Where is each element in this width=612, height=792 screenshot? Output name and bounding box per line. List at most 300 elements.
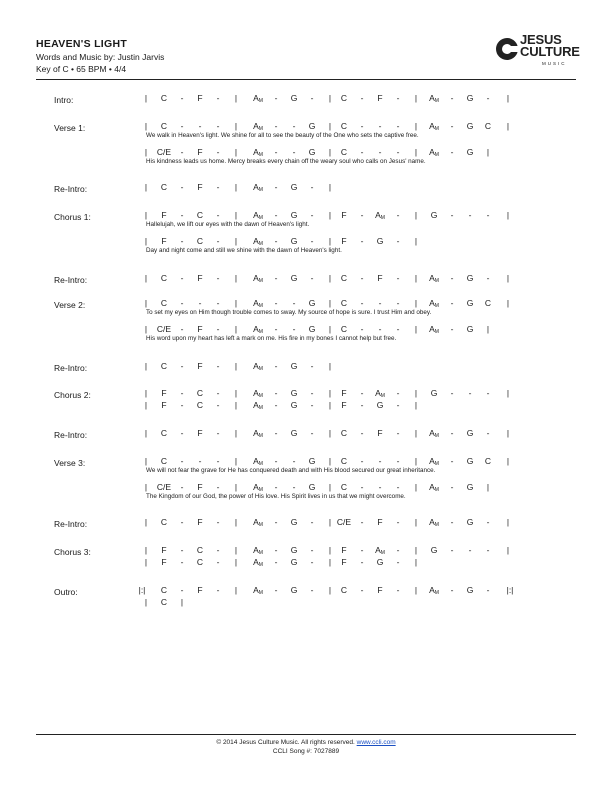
beat-dash: - (378, 482, 382, 492)
beat-dash: - (180, 388, 184, 398)
beat-dash: - (450, 147, 454, 157)
chord: G (290, 517, 298, 527)
beat-dash: - (396, 236, 400, 246)
chord: C (340, 93, 348, 103)
chord: $A_M$ (253, 585, 263, 596)
bar-line: | (414, 388, 418, 398)
beat-dash: - (310, 182, 314, 192)
chord: G (430, 210, 438, 220)
lyric-line: Hallelujah, we lift our eyes with the dawn of Heaven's light. (146, 221, 310, 228)
beat-dash: - (180, 93, 184, 103)
beat-dash: - (292, 324, 296, 334)
beat-dash: - (180, 428, 184, 438)
beat-dash: - (396, 121, 400, 131)
bar-line: | (144, 273, 148, 283)
header-divider (36, 79, 576, 80)
section-label: Re-Intro: (54, 519, 88, 529)
chord: F (161, 236, 167, 246)
section-label: Outro: (54, 587, 78, 597)
chord: F (161, 388, 167, 398)
bar-line: | (328, 545, 332, 555)
bar-line: | (234, 147, 238, 157)
chord-line (0, 182, 612, 194)
beat-dash: - (310, 273, 314, 283)
beat-dash: - (274, 557, 278, 567)
chord: G (308, 456, 316, 466)
bar-line: | (234, 93, 238, 103)
bar-line: | (234, 517, 238, 527)
chord: G (376, 236, 384, 246)
beat-dash: - (468, 388, 472, 398)
bar-line: | (234, 557, 238, 567)
beat-dash: - (274, 388, 278, 398)
beat-dash: - (216, 93, 220, 103)
lyric-line: The Kingdom of our God, the power of His love. His Spirit lives in us that we might overcome. (146, 493, 406, 500)
beat-dash: - (274, 585, 278, 595)
beat-dash: - (274, 182, 278, 192)
bar-line: |:| (138, 585, 146, 595)
chord: $A_M$ (429, 147, 439, 158)
chord: F (197, 324, 203, 334)
beat-dash: - (274, 428, 278, 438)
bar-line: | (506, 545, 510, 555)
bar-line: | (414, 456, 418, 466)
beat-dash: - (486, 388, 490, 398)
bar-line: | (144, 361, 148, 371)
beat-dash: - (198, 121, 202, 131)
chord: C (340, 147, 348, 157)
beat-dash: - (180, 298, 184, 308)
beat-dash: - (180, 517, 184, 527)
bar-line: | (328, 324, 332, 334)
chord: G (466, 93, 474, 103)
beat-dash: - (360, 482, 364, 492)
bar-line: | (414, 93, 418, 103)
beat-dash: - (180, 400, 184, 410)
beat-dash: - (216, 182, 220, 192)
bar-line: | (234, 361, 238, 371)
chord: $A_M$ (253, 147, 263, 158)
beat-dash: - (310, 557, 314, 567)
beat-dash: - (274, 400, 278, 410)
beat-dash: - (216, 298, 220, 308)
chord: C (160, 93, 168, 103)
bar-line: | (414, 147, 418, 157)
bar-line: | (414, 545, 418, 555)
beat-dash: - (450, 210, 454, 220)
beat-dash: - (396, 388, 400, 398)
section-label: Verse 1: (54, 123, 86, 133)
chord: G (290, 388, 298, 398)
chord: $A_M$ (253, 482, 263, 493)
bar-line: | (328, 585, 332, 595)
bar-line: | (328, 236, 332, 246)
lyric-line: We will not fear the grave for He has conquered death and with His blood secured our great inheritance. (146, 467, 436, 474)
section-label: Re-Intro: (54, 184, 88, 194)
chord: G (466, 456, 474, 466)
beat-dash: - (180, 236, 184, 246)
song-key-tempo: Key of C • 65 BPM • 4/4 (36, 64, 127, 74)
bar-line: | (234, 482, 238, 492)
beat-dash: - (468, 210, 472, 220)
section-label: Re-Intro: (54, 275, 88, 285)
chord: G (466, 428, 474, 438)
chord: G (466, 147, 474, 157)
chord-line (0, 557, 612, 569)
chord: C (160, 121, 168, 131)
beat-dash: - (274, 517, 278, 527)
chord: $A_M$ (253, 428, 263, 439)
beat-dash: - (396, 545, 400, 555)
chord: F (197, 482, 203, 492)
chord: G (376, 400, 384, 410)
bar-line: | (414, 273, 418, 283)
chord: C (340, 273, 348, 283)
chord: G (430, 388, 438, 398)
chord: $A_M$ (429, 585, 439, 596)
chord: G (308, 147, 316, 157)
bar-line: | (414, 324, 418, 334)
bar-line: | (506, 428, 510, 438)
chord: F (341, 557, 347, 567)
bar-line: | (328, 428, 332, 438)
beat-dash: - (360, 121, 364, 131)
bar-line: | (414, 557, 418, 567)
chord: C (484, 121, 492, 131)
beat-dash: - (450, 93, 454, 103)
beat-dash: - (310, 428, 314, 438)
chord: C (160, 298, 168, 308)
ccli-number: CCLI Song #: 7027889 (272, 748, 340, 755)
beat-dash: - (310, 93, 314, 103)
bar-line: | (506, 273, 510, 283)
beat-dash: - (310, 585, 314, 595)
chord: C (340, 482, 348, 492)
bar-line: | (328, 388, 332, 398)
chord-line (0, 585, 612, 597)
chord: $A_M$ (429, 456, 439, 467)
beat-dash: - (198, 298, 202, 308)
chord: F (197, 147, 203, 157)
bar-line: | (144, 236, 148, 246)
bar-line: | (414, 585, 418, 595)
beat-dash: - (274, 236, 278, 246)
chord: G (466, 482, 474, 492)
beat-dash: - (274, 93, 278, 103)
chord: G (290, 545, 298, 555)
bar-line: | (144, 147, 148, 157)
bar-line: | (144, 298, 148, 308)
beat-dash: - (310, 400, 314, 410)
beat-dash: - (396, 428, 400, 438)
bar-line: | (144, 557, 148, 567)
chord: C/E (156, 482, 172, 492)
chord: F (377, 428, 383, 438)
bar-line: | (234, 400, 238, 410)
chord: $A_M$ (253, 517, 263, 528)
chord: C (340, 456, 348, 466)
beat-dash: - (450, 456, 454, 466)
beat-dash: - (310, 545, 314, 555)
chord: C/E (156, 324, 172, 334)
chord: $A_M$ (253, 273, 263, 284)
beat-dash: - (216, 210, 220, 220)
beat-dash: - (396, 517, 400, 527)
chord: C/E (336, 517, 352, 527)
beat-dash: - (360, 545, 364, 555)
bar-line: | (328, 210, 332, 220)
chord: G (466, 324, 474, 334)
chord: $A_M$ (253, 236, 263, 247)
chord: G (290, 93, 298, 103)
song-credits: Words and Music by: Justin Jarvis (36, 52, 165, 62)
chord: F (377, 585, 383, 595)
bar-line: | (144, 182, 148, 192)
beat-dash: - (180, 545, 184, 555)
bar-line: | (328, 147, 332, 157)
beat-dash: - (450, 388, 454, 398)
beat-dash: - (360, 147, 364, 157)
beat-dash: - (450, 585, 454, 595)
beat-dash: - (180, 147, 184, 157)
section-label: Verse 3: (54, 458, 86, 468)
beat-dash: - (378, 147, 382, 157)
beat-dash: - (216, 147, 220, 157)
section-label: Chorus 1: (54, 212, 91, 222)
chord: C (160, 456, 168, 466)
bar-line: | (414, 400, 418, 410)
chord: G (466, 121, 474, 131)
chord: C (196, 210, 204, 220)
beat-dash: - (360, 428, 364, 438)
chord: $A_M$ (253, 545, 263, 556)
chord: G (290, 428, 298, 438)
beat-dash: - (450, 273, 454, 283)
bar-line: | (144, 210, 148, 220)
lyric-line: His word upon my heart has left a mark on me. His fire in my bones I cannot help but free. (146, 335, 397, 342)
bar-line: | (234, 585, 238, 595)
section-label: Intro: (54, 95, 74, 105)
chord: F (377, 517, 383, 527)
chord: $A_M$ (253, 182, 263, 193)
section-label: Chorus 2: (54, 390, 91, 400)
beat-dash: - (292, 298, 296, 308)
beat-dash: - (216, 545, 220, 555)
bar-line: | (486, 482, 490, 492)
beat-dash: - (486, 428, 490, 438)
copyright-line (0, 738, 612, 747)
bar-line: | (144, 388, 148, 398)
chord: $A_M$ (375, 545, 385, 556)
beat-dash: - (216, 482, 220, 492)
lyric-line: We walk in Heaven's light. We shine for all to see the beauty of the One who sets the captive free. (146, 132, 419, 139)
chord: C (340, 428, 348, 438)
bar-line: | (328, 298, 332, 308)
chord: $A_M$ (429, 517, 439, 528)
chord: G (466, 273, 474, 283)
chord: $A_M$ (429, 93, 439, 104)
beat-dash: - (292, 482, 296, 492)
chord: F (197, 93, 203, 103)
chord: C/E (156, 147, 172, 157)
beat-dash: - (274, 545, 278, 555)
beat-dash: - (360, 93, 364, 103)
section-label: Re-Intro: (54, 430, 88, 440)
chord: C (160, 585, 168, 595)
bar-line: | (234, 182, 238, 192)
bar-line: | (328, 557, 332, 567)
bar-line: | (414, 210, 418, 220)
beat-dash: - (216, 388, 220, 398)
beat-dash: - (274, 147, 278, 157)
beat-dash: - (274, 361, 278, 371)
bar-line: | (144, 121, 148, 131)
chord: G (430, 545, 438, 555)
logo-line-3: MUSIC (542, 61, 567, 66)
chord: $A_M$ (253, 388, 263, 399)
beat-dash: - (216, 585, 220, 595)
bar-line: | (506, 210, 510, 220)
beat-dash: - (450, 517, 454, 527)
chord: F (197, 361, 203, 371)
beat-dash: - (216, 400, 220, 410)
chord: $A_M$ (253, 400, 263, 411)
chord: F (197, 585, 203, 595)
beat-dash: - (396, 147, 400, 157)
beat-dash: - (274, 482, 278, 492)
bar-line: | (234, 273, 238, 283)
chord: F (197, 273, 203, 283)
beat-dash: - (216, 121, 220, 131)
beat-dash: - (360, 324, 364, 334)
bar-line: | (328, 400, 332, 410)
chord: $A_M$ (253, 298, 263, 309)
chord: F (377, 273, 383, 283)
chord: F (161, 557, 167, 567)
song-title: HEAVEN'S LIGHT (36, 38, 128, 50)
beat-dash: - (180, 585, 184, 595)
bar-line: | (414, 428, 418, 438)
chord: F (341, 400, 347, 410)
beat-dash: - (274, 121, 278, 131)
chord: $A_M$ (429, 428, 439, 439)
chord: $A_M$ (253, 121, 263, 132)
chord: G (466, 517, 474, 527)
beat-dash: - (396, 324, 400, 334)
bar-line: | (234, 236, 238, 246)
bar-line: | (506, 517, 510, 527)
bar-line: | (144, 428, 148, 438)
chord: C (160, 597, 168, 607)
chord: C (196, 388, 204, 398)
beat-dash: - (450, 121, 454, 131)
beat-dash: - (396, 93, 400, 103)
bar-line: | (144, 545, 148, 555)
beat-dash: - (360, 298, 364, 308)
beat-dash: - (274, 324, 278, 334)
song-header (36, 38, 164, 74)
beat-dash: - (396, 456, 400, 466)
beat-dash: - (378, 324, 382, 334)
beat-dash: - (180, 456, 184, 466)
chord: C (196, 557, 204, 567)
beat-dash: - (216, 456, 220, 466)
chord: G (466, 298, 474, 308)
bar-line: | (414, 517, 418, 527)
chord: $A_M$ (375, 388, 385, 399)
bar-line: | (506, 93, 510, 103)
beat-dash: - (360, 517, 364, 527)
beat-dash: - (310, 210, 314, 220)
bar-line: |:| (506, 585, 514, 595)
bar-line: | (328, 273, 332, 283)
chord: G (466, 585, 474, 595)
chord: C (160, 517, 168, 527)
ccli-link[interactable]: www.ccli.com (356, 739, 396, 746)
chord: F (341, 236, 347, 246)
section-label: Verse 2: (54, 300, 86, 310)
bar-line: | (414, 482, 418, 492)
chord-line (0, 545, 612, 557)
chord: G (308, 298, 316, 308)
beat-dash: - (310, 388, 314, 398)
bar-line: | (414, 298, 418, 308)
beat-dash: - (180, 182, 184, 192)
chord-line (0, 400, 612, 412)
bar-line: | (144, 482, 148, 492)
chord-line (0, 93, 612, 105)
chord: F (377, 93, 383, 103)
chord: C (196, 545, 204, 555)
chord: $A_M$ (429, 273, 439, 284)
section-label: Re-Intro: (54, 363, 88, 373)
bar-line: | (486, 324, 490, 334)
bar-line: | (234, 545, 238, 555)
chord: F (161, 210, 167, 220)
beat-dash: - (450, 324, 454, 334)
chord-line (0, 517, 612, 529)
beat-dash: - (198, 456, 202, 466)
beat-dash: - (486, 517, 490, 527)
beat-dash: - (360, 557, 364, 567)
beat-dash: - (486, 545, 490, 555)
bar-line: | (486, 147, 490, 157)
beat-dash: - (216, 236, 220, 246)
beat-dash: - (274, 273, 278, 283)
logo-line-2: CULTURE (520, 44, 580, 59)
chord: G (290, 400, 298, 410)
chord: C (340, 585, 348, 595)
beat-dash: - (486, 585, 490, 595)
chord: F (341, 388, 347, 398)
beat-dash: - (360, 456, 364, 466)
bar-line: | (414, 121, 418, 131)
beat-dash: - (486, 93, 490, 103)
beat-dash: - (450, 428, 454, 438)
bar-line: | (328, 361, 332, 371)
lyric-line: Day and night come and still we shine with the dawn of Heaven's light. (146, 247, 342, 254)
chord: G (290, 236, 298, 246)
beat-dash: - (180, 557, 184, 567)
beat-dash: - (180, 482, 184, 492)
lyric-line: His kindness leads us home. Mercy breaks every chain off the weary soul who calls on Jesus' name. (146, 158, 426, 165)
chord-line (0, 597, 612, 609)
chord: F (197, 428, 203, 438)
bar-line: | (506, 456, 510, 466)
bar-line: | (328, 121, 332, 131)
chord: $A_M$ (429, 121, 439, 132)
beat-dash: - (216, 557, 220, 567)
